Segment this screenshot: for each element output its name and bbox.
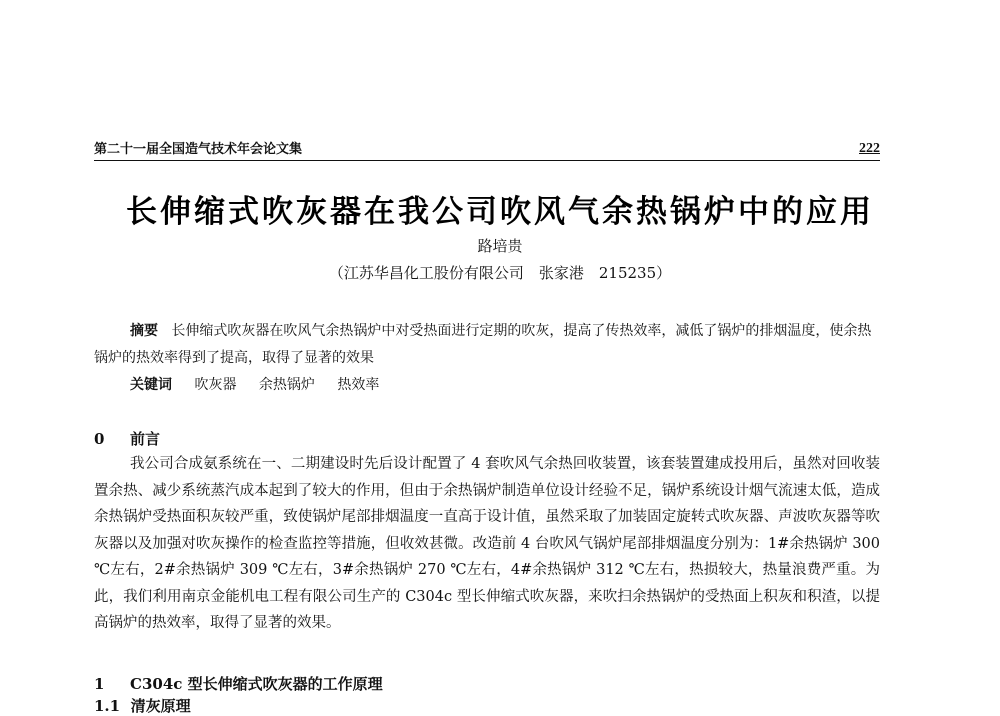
- keyword-item: 余热锅炉: [258, 377, 315, 393]
- body-paragraph: 我公司合成氨系统在一、二期建设时先后设计配置了 4 套吹风气余热回收装置，该套装置建成投用后，虽然对回收装置余热、减少系统蒸汽成本起到了较大的作用，但由于余热锅炉制造单位设计经验不足，锅炉系统设计烟气流速太低，造成余热锅炉受热面积灰较严重，致使锅炉尾部排烟温度一直高于设计值，虽然采取了加装固定旋转式吹灰器、声波吹灰器等吹灰器以及加强对吹灰操作的检查监控等措施，但收效甚微。改造前 4 台吹风气锅炉尾部排烟温度分别为：1#余热锅炉 300 ℃左右，2#余热锅炉 309 ℃左右，3#余热锅炉 270 ℃左右，4#余热锅炉 312 ℃左右，热损较大，热量浪费严重。为此，我们利用南京金能机电工程有限公司生产的 C304c 型长伸缩式吹灰器，来吹扫余热锅炉的受热面上积灰和积渣，以提高锅炉的热效率，取得了显著的效果。: [94, 456, 880, 631]
- running-header: [94, 138, 880, 161]
- section-title: C304c 型长伸缩式吹灰器的工作原理: [130, 675, 383, 693]
- keywords-label: 关键词: [130, 377, 172, 393]
- abstract-block: [94, 318, 880, 399]
- keyword-item: 热效率: [337, 377, 380, 393]
- section-heading: [94, 673, 880, 694]
- abstract-label: 摘要: [130, 323, 158, 339]
- section-number: 1: [94, 675, 105, 693]
- abstract-text: 长伸缩式吹灰器在吹风气余热锅炉中对受热面进行定期的吹灰，提高了传热效率，减低了锅炉的排烟温度，使余热锅炉的热效率得到了提高，取得了显著的效果: [94, 323, 872, 366]
- subsection-heading-cut: [94, 695, 294, 715]
- abstract-paragraph: [94, 318, 880, 372]
- section-number: 0: [94, 430, 105, 448]
- author-affiliation: （江苏华昌化工股份有限公司 张家港 215235）: [328, 264, 672, 282]
- journal-name: 第二十一届全国造气技术年会论文集: [94, 142, 303, 157]
- keyword-item: 吹灰器: [194, 377, 237, 393]
- keywords-line: [94, 372, 880, 399]
- section-heading: [94, 428, 880, 449]
- page-number: 222: [859, 141, 880, 156]
- subsection-title: 清灰原理: [130, 697, 191, 715]
- body-text: [94, 451, 880, 637]
- subsection-number: 1.1: [94, 697, 121, 715]
- section-title: 前言: [130, 430, 161, 448]
- author-name: 路培贵: [477, 237, 523, 255]
- paper-title: 长伸缩式吹灰器在我公司吹风气余热锅炉中的应用: [126, 194, 874, 230]
